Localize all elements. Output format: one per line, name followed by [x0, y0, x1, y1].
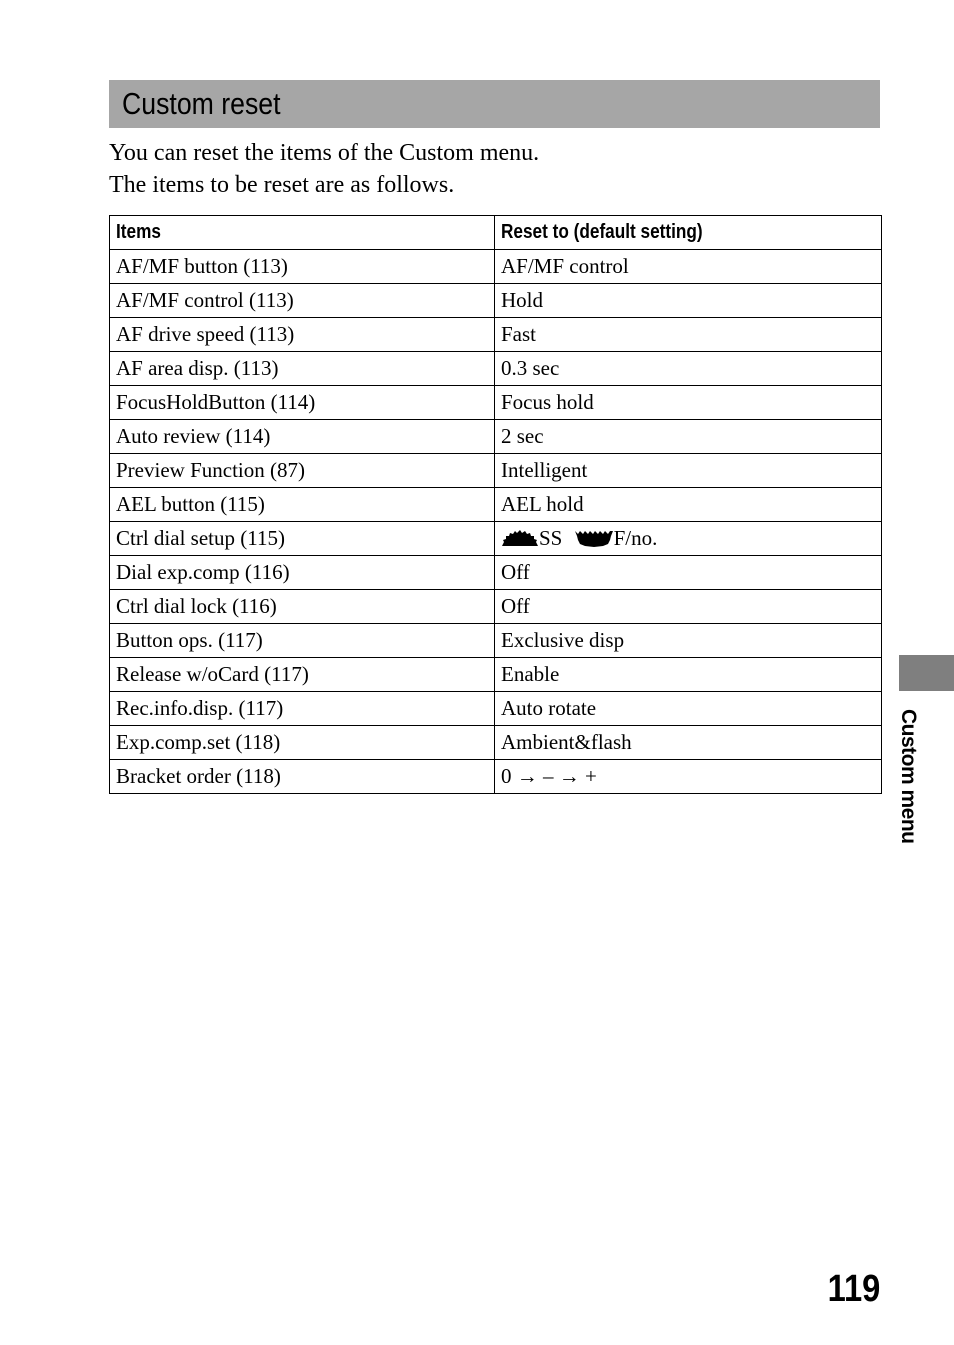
table-header-row — [110, 216, 882, 250]
rear-dial-icon — [574, 528, 614, 548]
item-cell: AF/MF control (113) — [110, 284, 495, 318]
table-row — [110, 386, 882, 420]
item-cell: AEL button (115) — [110, 488, 495, 522]
default-cell: Fast — [495, 318, 882, 352]
item-cell: Ctrl dial setup (115) — [110, 522, 495, 556]
default-cell-ctrl-dial — [495, 522, 882, 556]
default-cell: 0.3 sec — [495, 352, 882, 386]
item-cell: Dial exp.comp (116) — [110, 556, 495, 590]
default-cell: Intelligent — [495, 454, 882, 488]
chapter-tab-marker — [899, 655, 954, 691]
intro-line-1: You can reset the items of the Custom menu. — [109, 140, 540, 166]
default-cell: AEL hold — [495, 488, 882, 522]
item-cell: AF drive speed (113) — [110, 318, 495, 352]
section-title: Custom reset — [122, 86, 281, 121]
item-cell: Ctrl dial lock (116) — [110, 590, 495, 624]
item-cell: AF area disp. (113) — [110, 352, 495, 386]
item-cell: Exp.comp.set (118) — [110, 726, 495, 760]
default-cell: Ambient&flash — [495, 726, 882, 760]
header-reset-to: Reset to (default setting) — [495, 216, 882, 250]
table-row — [110, 658, 882, 692]
table-row — [110, 250, 882, 284]
default-cell: Auto rotate — [495, 692, 882, 726]
default-cell: Off — [495, 590, 882, 624]
rear-dial-label: F/no. — [613, 526, 658, 550]
table-row — [110, 624, 882, 658]
table-row — [110, 352, 882, 386]
table-row — [110, 726, 882, 760]
table-row — [110, 488, 882, 522]
header-items: Items — [110, 216, 495, 250]
page-number: 119 — [827, 1268, 880, 1310]
reset-items-table — [109, 215, 882, 794]
table-row — [110, 318, 882, 352]
table-row — [110, 284, 882, 318]
item-cell: AF/MF button (113) — [110, 250, 495, 284]
table-row — [110, 556, 882, 590]
table-row — [110, 522, 882, 556]
item-cell: Auto review (114) — [110, 420, 495, 454]
front-dial-label: SS — [539, 526, 563, 550]
intro-line-2: The items to be reset are as follows. — [109, 172, 455, 198]
front-dial-icon — [501, 528, 539, 548]
section-header-bar — [109, 80, 880, 128]
default-cell: Hold — [495, 284, 882, 318]
default-cell: Enable — [495, 658, 882, 692]
item-cell: FocusHoldButton (114) — [110, 386, 495, 420]
item-cell: Release w/oCard (117) — [110, 658, 495, 692]
table-row — [110, 692, 882, 726]
table-row — [110, 420, 882, 454]
item-cell: Button ops. (117) — [110, 624, 495, 658]
default-cell: Focus hold — [495, 386, 882, 420]
default-cell: 2 sec — [495, 420, 882, 454]
table-row — [110, 590, 882, 624]
table-row — [110, 454, 882, 488]
intro-text — [109, 137, 539, 201]
default-cell: 0 → – → + — [495, 760, 882, 794]
default-cell: AF/MF control — [495, 250, 882, 284]
table-row — [110, 760, 882, 794]
item-cell: Preview Function (87) — [110, 454, 495, 488]
default-cell: Off — [495, 556, 882, 590]
item-cell: Rec.info.disp. (117) — [110, 692, 495, 726]
item-cell: Bracket order (118) — [110, 760, 495, 794]
chapter-tab-label: Custom menu — [897, 709, 920, 844]
default-cell: Exclusive disp — [495, 624, 882, 658]
